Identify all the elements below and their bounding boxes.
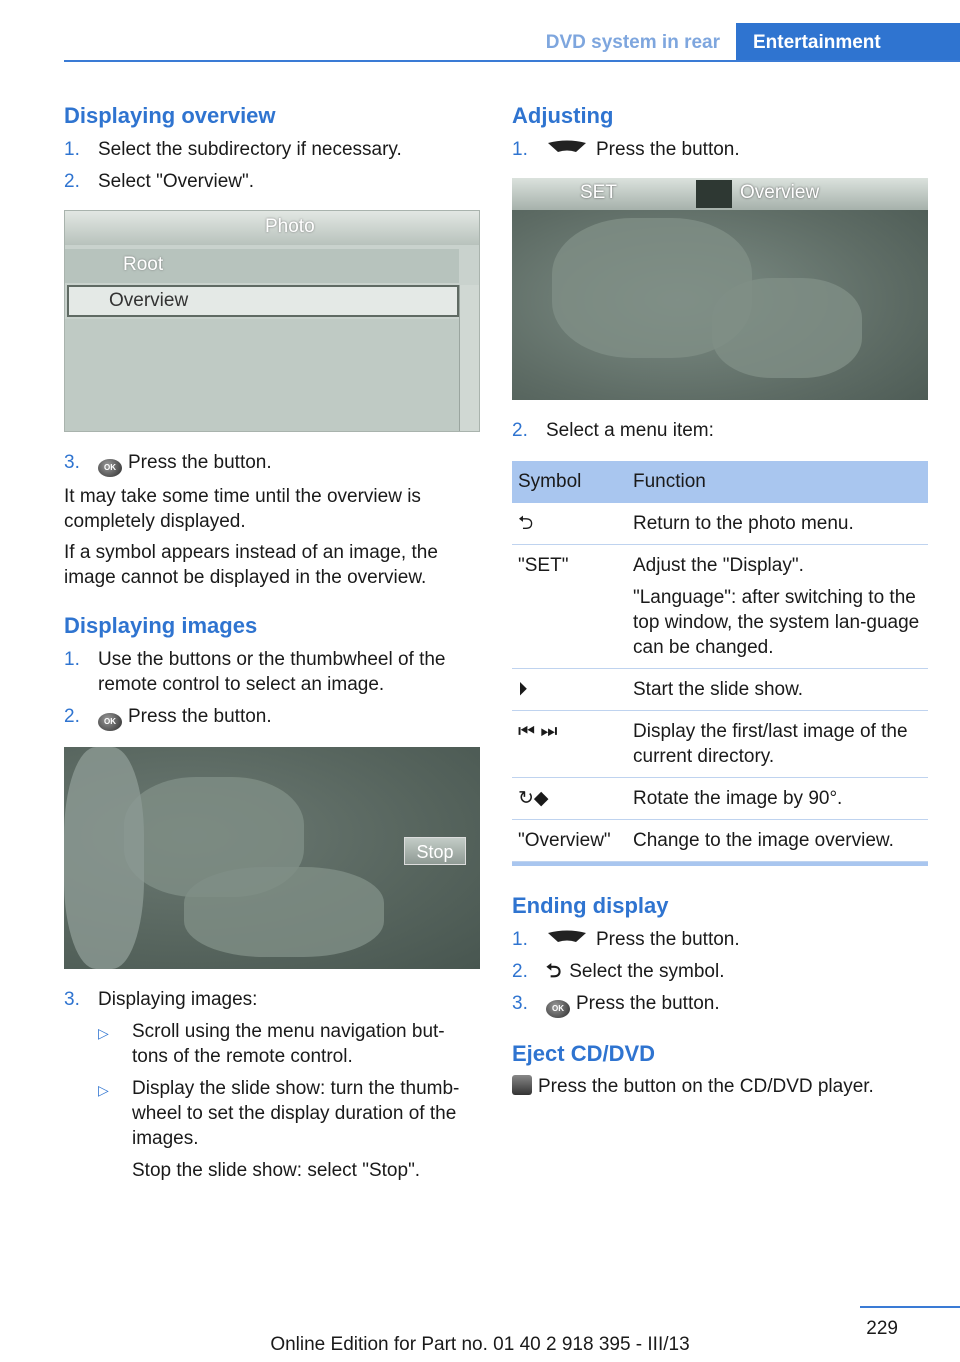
left-column [64, 102, 480, 1189]
list-item [64, 647, 480, 697]
table-cell: Adjust the "Display". [633, 555, 804, 576]
bullet-item [98, 1019, 480, 1069]
step-number: 1. [64, 139, 80, 160]
eject-button-icon [512, 1075, 532, 1095]
step-text: Select a menu item: [546, 420, 714, 441]
heading-adjusting: Adjusting [512, 103, 614, 128]
step-text: Press the button. [596, 929, 740, 950]
screenshot-set-label: SET [580, 182, 617, 203]
step-number: 1. [512, 139, 528, 160]
step-number: 2. [512, 420, 528, 441]
list-item [64, 137, 480, 162]
section-title: DVD system in rear [545, 32, 720, 53]
step-number: 3. [512, 993, 528, 1014]
step-text: Press the button. [128, 452, 272, 473]
table-row [512, 669, 928, 711]
table-cell: "Overview" [512, 820, 627, 862]
screenshot-scrollbar [459, 285, 479, 431]
menu-button-icon [546, 930, 588, 944]
step-text: Select "Overview". [98, 171, 255, 192]
list-item [512, 991, 928, 1018]
table-cell: Start the slide show. [633, 679, 804, 700]
paragraph: If a symbol appears instead of an image, the image cannot be displayed in the overview. [64, 542, 438, 588]
step-text: Select the symbol. [569, 961, 725, 982]
table-row [512, 503, 928, 545]
rotate-selection [696, 180, 732, 208]
list-item [512, 927, 928, 952]
play-icon: ⏵ [512, 669, 627, 711]
table-row [512, 545, 928, 669]
right-column [512, 102, 928, 1105]
table-header-symbol: Symbol [512, 461, 627, 503]
heading-ending-display: Ending display [512, 893, 669, 918]
step-text: Displaying images: [98, 989, 258, 1010]
table-cell: "Language": after switching to the top window, the system lan-guage can be changed. [633, 587, 920, 658]
list-item [64, 704, 480, 731]
page-number: 229 [866, 1318, 898, 1339]
list-item [64, 987, 480, 1012]
bullet-text: Scroll using the menu navigation but-tons of the remote control. [132, 1021, 445, 1067]
screenshot-overview-label: Overview [740, 182, 820, 203]
step-text: Press the button. [596, 139, 740, 160]
eject-paragraph [512, 1074, 928, 1099]
table-cell: "SET" [512, 545, 627, 669]
step-number: 1. [512, 929, 528, 950]
step-text: Press the button. [128, 706, 272, 727]
rotate-icon: ↻◆ [512, 778, 627, 820]
symbol-table [512, 461, 928, 862]
step-text: Use the buttons or the thumbwheel of the remote control to select an image. [98, 649, 446, 695]
table-row [512, 711, 928, 778]
list-item [512, 418, 928, 443]
list-item [64, 450, 480, 477]
bullet-item [98, 1076, 480, 1151]
photo-menu-screenshot [64, 210, 480, 432]
heading-displaying-images: Displaying images [64, 613, 258, 638]
screenshot-title-bar [65, 211, 479, 245]
step-text: Press the button. [576, 993, 720, 1014]
table-row [512, 778, 928, 820]
paragraph: It may take some time until the overview is completely displayed. [64, 486, 421, 532]
table-row [512, 820, 928, 862]
step-number: 2. [512, 961, 528, 982]
page-header [0, 0, 960, 62]
table-header-function: Function [627, 461, 928, 503]
back-icon: ⮌ [546, 961, 562, 982]
screenshot-toolbar [512, 178, 928, 210]
photo-blob [64, 747, 144, 969]
triangle-bullet-icon: ▷ [98, 1082, 109, 1098]
slideshow-screenshot [64, 747, 480, 969]
table-cell: Return to the photo menu. [633, 513, 854, 534]
photo-blob [712, 278, 862, 378]
eject-text: Press the button on the CD/DVD player. [538, 1076, 874, 1097]
heading-eject: Eject CD/DVD [512, 1041, 656, 1066]
step-number: 2. [64, 706, 80, 727]
ok-button-icon: OK [98, 713, 122, 731]
screenshot-row-root: Root [65, 249, 459, 283]
table-cell: Change to the image overview. [633, 830, 894, 851]
step-text: Select the subdirectory if necessary. [98, 139, 402, 160]
skip-icons: ⏮ ⏭ [512, 711, 627, 778]
step-number: 2. [64, 171, 80, 192]
chapter-tab: Entertainment [736, 23, 960, 62]
back-icon: ⮌ [512, 503, 627, 545]
table-cell: Display the first/last image of the current directory. [633, 721, 908, 767]
step-number: 3. [64, 989, 80, 1010]
photo-blob [184, 867, 384, 957]
heading-displaying-overview: Displaying overview [64, 103, 276, 128]
ok-button-icon: OK [98, 459, 122, 477]
stop-button: Stop [404, 837, 466, 865]
menu-button-icon [546, 140, 588, 154]
list-item [64, 169, 480, 194]
table-header-row [512, 461, 928, 503]
table-cell: Rotate the image by 90°. [633, 788, 843, 809]
footer-text: Online Edition for Part no. 01 40 2 918 395 - III/13 [270, 1334, 690, 1355]
list-item [512, 959, 928, 984]
list-item [512, 137, 928, 162]
step-number: 1. [64, 649, 80, 670]
step-number: 3. [64, 452, 80, 473]
ok-button-icon: OK [546, 1000, 570, 1018]
screenshot-body [65, 319, 459, 431]
page-number-rule [860, 1306, 960, 1308]
table-end-rule [512, 862, 928, 866]
adjust-screenshot [512, 178, 928, 400]
triangle-bullet-icon: ▷ [98, 1025, 109, 1041]
bullet-continuation: Stop the slide show: select "Stop". [132, 1160, 421, 1181]
screenshot-title: Photo [265, 216, 315, 237]
header-rule [64, 60, 960, 62]
screenshot-row-overview: Overview [67, 285, 459, 317]
bullet-text: Display the slide show: turn the thumb-wheel to set the display duration of the images. [132, 1078, 460, 1149]
